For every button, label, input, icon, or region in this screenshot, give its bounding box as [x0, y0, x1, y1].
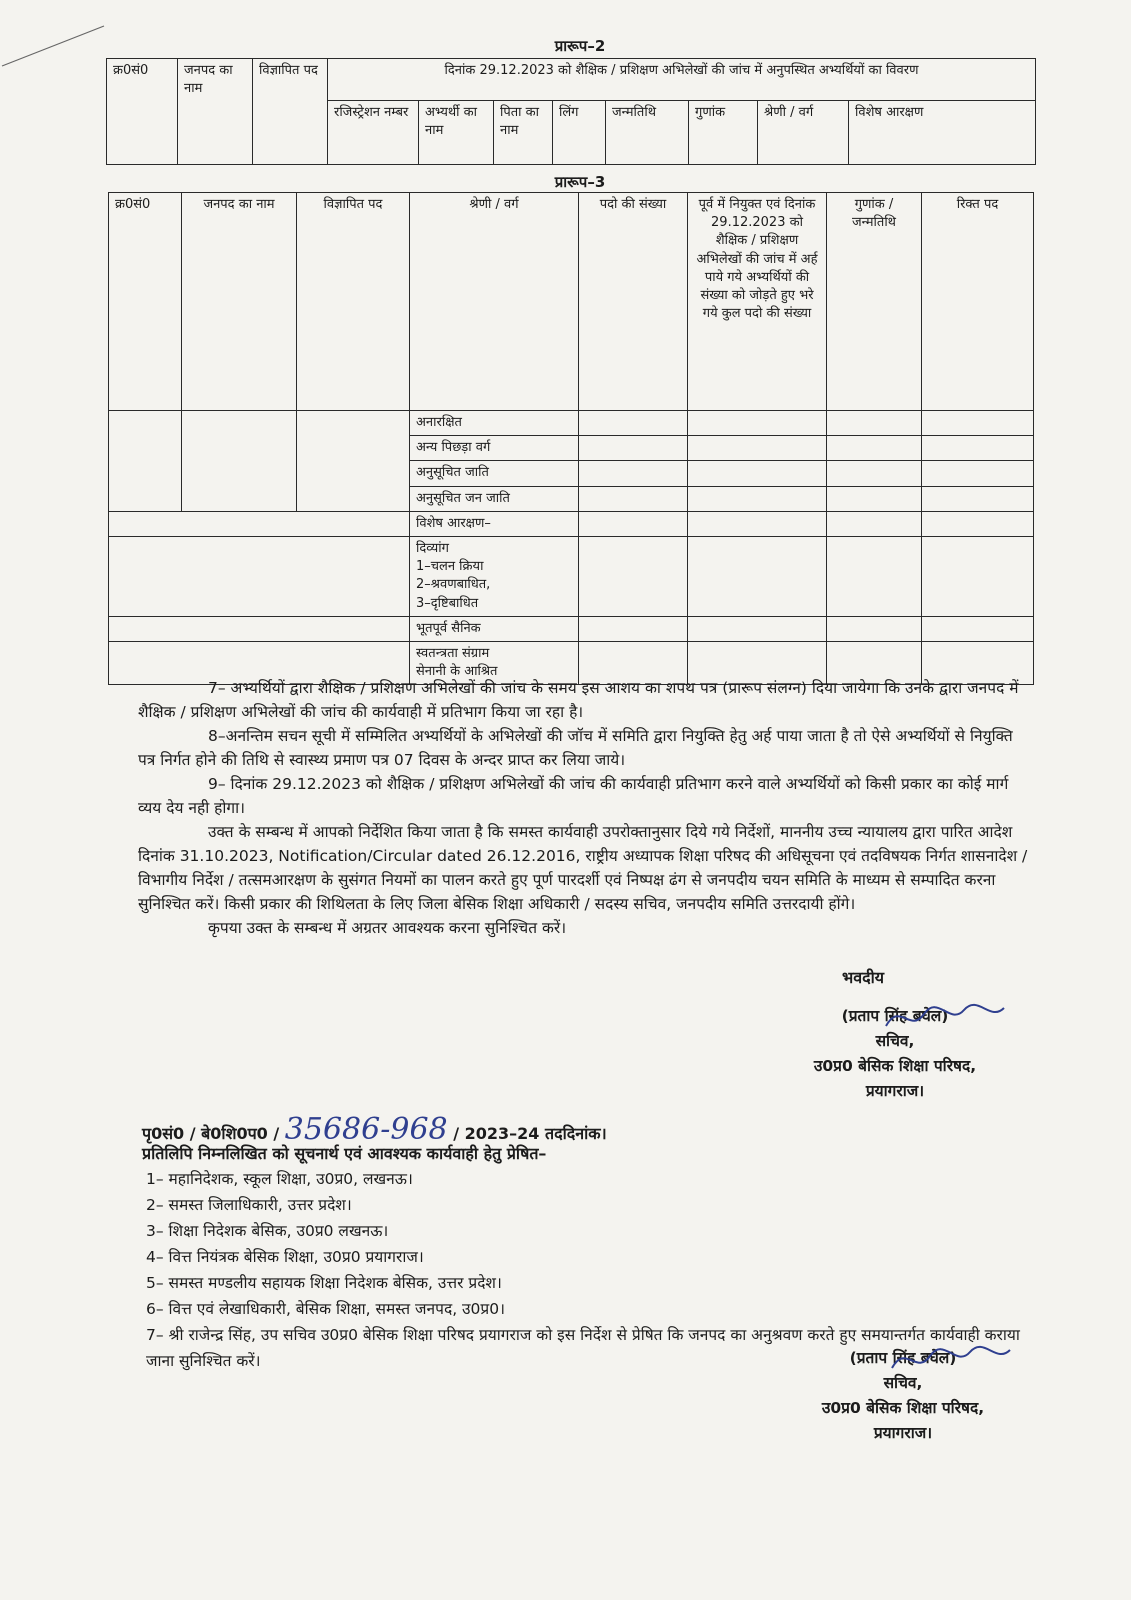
- paragraph-request: कृपया उक्त के सम्बन्ध में अग्रतर आवश्यक करना सुनिश्चित करें।: [208, 919, 567, 937]
- form3-cell: [297, 411, 410, 512]
- paragraph-7: 7– अभ्यर्थियों द्वारा शैक्षिक / प्रशिक्षण अभिलेखों की जांच के समय इस आशय का शपथ पत्र (प्रारूप संलग्न) दिया जायेगा कि उनके द्वारा जनपद में शैक्षिक / प्रशिक्षण अभिलेखों की जांच की कार्यवाही में प्रतिभाग किया जा रहा है।: [138, 679, 1019, 721]
- copy-item: 7– श्री राजेन्द्र सिंह, उप सचिव उ0प्र0 बेसिक शिक्षा परिषद प्रयागराज को इस निर्देश से प्रेषित कि जनपद का अनुश्रवण करते हुए समयान्तर्गत कार्यवाही कराया जाना सुनिश्चित करें।: [146, 1326, 1020, 1370]
- form3-cell: [109, 411, 182, 512]
- form3-header-vacant: रिक्त पद: [922, 193, 1034, 411]
- copy-item: 3– शिक्षा निदेशक बेसिक, उ0प्र0 लखनऊ।: [146, 1222, 389, 1240]
- form2-sub-special: विशेष आरक्षण: [849, 101, 1036, 165]
- form3-header-posts-count: पदो की संख्या: [579, 193, 688, 411]
- form3-cell: [182, 411, 297, 512]
- form3-header-district: जनपद का नाम: [182, 193, 297, 411]
- signatory-org: उ0प्र0 बेसिक शिक्षा परिषद,: [813, 1057, 977, 1075]
- reference-prefix: पृ0सं0 / बे0शि0प0 /: [142, 1124, 280, 1143]
- form3-row-ex-serviceman: भूतपूर्व सैनिक: [410, 616, 579, 641]
- reference-handwritten-number: 35686-968: [284, 1112, 448, 1147]
- freedom-label-2: सेनानी के आश्रित: [416, 664, 498, 680]
- copy-item: 5– समस्त मण्डलीय सहायक शिक्षा निदेशक बेसिक, उत्तर प्रदेश।: [146, 1274, 502, 1292]
- form2-sub-dob: जन्मतिथि: [606, 101, 689, 165]
- form2-header-district: जनपद का नाम: [178, 59, 253, 165]
- form2-sub-gender: लिंग: [553, 101, 606, 165]
- reference-suffix: / 2023–24 तददिनांक।: [453, 1124, 607, 1143]
- signatory-designation: सचिव,: [875, 1032, 915, 1050]
- handwritten-signature-1: [880, 996, 1010, 1036]
- form3-header-category: श्रेणी / वर्ग: [410, 193, 579, 411]
- form3-header-filled: पूर्व में नियुक्त एवं दिनांक 29.12.2023 को शैक्षिक / प्रशिक्षण अभिलेखों की जांच में अर्ह पाये गये अभ्यर्थियों की संख्या को जोड़ते हुए भरे गये कुल पदो की संख्या: [688, 193, 827, 411]
- form3-row-special: विशेष आरक्षण–: [410, 511, 579, 536]
- signatory-name: (प्रताप सिंह बघेल): [849, 1349, 957, 1367]
- copy-intro: प्रतिलिपि निम्नलिखित को सूचनार्थ एवं आवश्यक कार्यवाही हेतु प्रेषित–: [142, 1144, 547, 1163]
- form2-header-serial: क्र0सं0: [107, 59, 178, 165]
- copy-item: 2– समस्त जिलाधिकारी, उत्तर प्रदेश।: [146, 1196, 352, 1214]
- paragraph-9: 9– दिनांक 29.12.2023 को शैक्षिक / प्रशिक्षण अभिलेखों की जांच की कार्यवाही प्रतिभाग करने वाले अभ्यर्थियों को किसी प्रकार का कोई मार्ग व्यय देय नही होगा।: [138, 775, 1009, 817]
- form3-row-sc: अनुसूचित जाति: [410, 461, 579, 486]
- form2-sub-category: श्रेणी / वर्ग: [758, 101, 849, 165]
- signatory-place: प्रयागराज।: [865, 1082, 925, 1100]
- instructions-body: [138, 676, 1028, 940]
- form2-sub-candidate: अभ्यर्थी का नाम: [419, 101, 494, 165]
- form2-sub-father: पिता का नाम: [494, 101, 553, 165]
- form3-row-divyang: [410, 536, 579, 616]
- form2-sub-registration: रजिस्ट्रेशन नम्बर: [328, 101, 419, 165]
- closing-bhavdiya: भवदीय: [842, 968, 885, 987]
- signatory-place: प्रयागराज।: [873, 1424, 933, 1442]
- corner-pen-mark: [0, 18, 110, 78]
- form3-header-post: विज्ञापित पद: [297, 193, 410, 411]
- signatory-org: उ0प्र0 बेसिक शिक्षा परिषद,: [821, 1399, 985, 1417]
- form2-title: प्रारूप–2: [554, 37, 606, 55]
- divyang-label: दिव्यांग: [416, 540, 449, 556]
- copy-item: 6– वित्त एवं लेखाधिकारी, बेसिक शिक्षा, समस्त जनपद, उ0प्र0।: [146, 1300, 505, 1318]
- paragraph-directive: उक्त के सम्बन्ध में आपको निर्देशित किया जाता है कि समस्त कार्यवाही उपरोक्तानुसार दिये गये निर्देशों, माननीय उच्च न्यायालय द्वारा पारित आदेश दिनांक 31.10.2023, Notification/Circular dated 26.12.2016, राष्ट्रीय अध्यापक शिक्षा परिषद की अधिसूचना एवं तदविषयक निर्गत शासनादेश / विभागीय निर्देश / तत्समआरक्षण के सुसंगत नियमों का पालन करते हुए पूर्ण पारदर्शी एवं निष्पक्ष ढंग से जनपदीय चयन समिति के माध्यम से सम्पादित करना सुनिश्चित करें। किसी प्रकार की शिथिलता के लिए जिला बेसिक शिक्षा अधिकारी / सदस्य सचिव, जनपदीय समिति उत्तरदायी होंगे।: [138, 823, 1028, 913]
- divyang-item-1: 1–चलन क्रिया: [416, 559, 484, 575]
- form3-table: [108, 192, 1034, 685]
- copy-item: 1– महानिदेशक, स्कूल शिक्षा, उ0प्र0, लखनऊ।: [146, 1170, 413, 1188]
- copy-item: 4– वित्त नियंत्रक बेसिक शिक्षा, उ0प्र0 प्रयागराज।: [146, 1248, 424, 1266]
- form2-header-post: विज्ञापित पद: [253, 59, 328, 165]
- form2-sub-merit: गुणांक: [689, 101, 758, 165]
- form2-table: [106, 58, 1036, 165]
- divyang-item-2: 2–श्रवणबाधित,: [416, 577, 491, 593]
- form3-row-unreserved: अनारक्षित: [410, 411, 579, 436]
- signatory-name: (प्रताप सिंह बघेल): [841, 1007, 949, 1025]
- form3-title: प्रारूप–3: [554, 173, 606, 191]
- form2-header-group: दिनांक 29.12.2023 को शैक्षिक / प्रशिक्षण अभिलेखों की जांच में अनुपस्थित अभ्यर्थियों का विवरण: [328, 59, 1036, 101]
- form3-row-st: अनुसूचित जन जाति: [410, 486, 579, 511]
- freedom-label-1: स्वतन्त्रता संग्राम: [416, 645, 490, 661]
- divyang-item-3: 3–दृष्टिबाधित: [416, 595, 479, 611]
- paragraph-8: 8–अनन्तिम सचन सूची में सम्मिलित अभ्यर्थियों के अभिलेखों की जॉच में समिति द्वारा नियुक्ति हेतु अर्ह पाया जाता है तो ऐसे अभ्यर्थियों से नियुक्ति पत्र निर्गत होने की तिथि से स्वास्थ्य प्रमाण पत्र 07 दिवस के अन्दर प्राप्त कर लिया जाये।: [138, 727, 1013, 769]
- handwritten-signature-2: [886, 1338, 1016, 1378]
- form3-row-obc: अन्य पिछड़ा वर्ग: [410, 436, 579, 461]
- form3-header-merit: गुणांक / जन्मतिथि: [827, 193, 922, 411]
- signatory-designation: सचिव,: [883, 1374, 923, 1392]
- form3-header-serial: क्र0सं0: [109, 193, 182, 411]
